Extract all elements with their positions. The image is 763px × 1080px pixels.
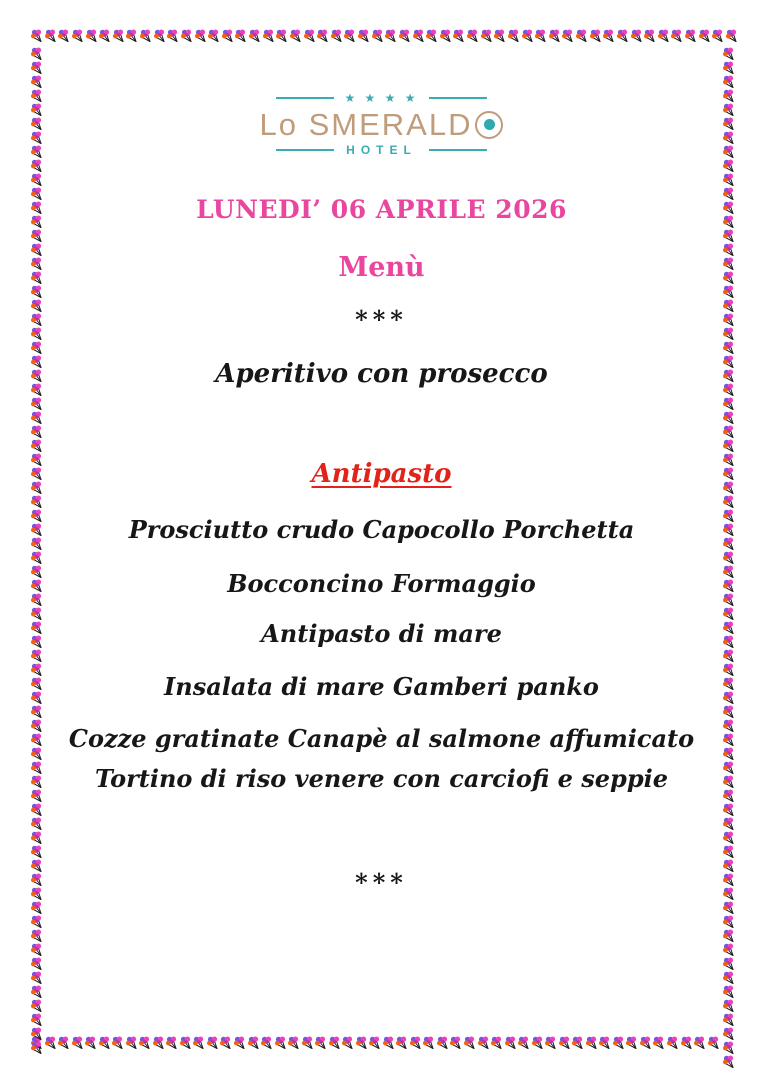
menu-item: Insalata di mare Gamberi panko bbox=[164, 672, 599, 701]
logo-rule-left bbox=[276, 97, 334, 99]
balloons-icon bbox=[343, 29, 356, 43]
balloons-icon bbox=[722, 1041, 735, 1055]
balloons-icon bbox=[722, 75, 735, 89]
balloons-icon bbox=[463, 1036, 476, 1050]
balloons-icon bbox=[30, 1013, 43, 1027]
balloons-icon bbox=[630, 29, 643, 43]
hotel-word: HOTEL bbox=[346, 142, 417, 157]
balloons-icon bbox=[439, 29, 452, 43]
balloons-icon bbox=[30, 957, 43, 971]
balloons-icon bbox=[722, 551, 735, 565]
balloons-icon bbox=[722, 803, 735, 817]
balloons-icon bbox=[722, 943, 735, 957]
balloons-icon bbox=[534, 29, 547, 43]
balloons-icon bbox=[125, 29, 138, 43]
balloons-icon bbox=[30, 831, 43, 845]
balloons-icon bbox=[680, 1036, 693, 1050]
balloons-icon bbox=[722, 229, 735, 243]
balloons-icon bbox=[30, 817, 43, 831]
balloons-icon bbox=[30, 495, 43, 509]
balloons-icon bbox=[371, 29, 384, 43]
balloons-icon bbox=[274, 1036, 287, 1050]
balloons-icon bbox=[707, 1036, 720, 1050]
balloons-icon bbox=[314, 1036, 327, 1050]
balloons-icon bbox=[544, 1036, 557, 1050]
menu-item: Cozze gratinate Canapè al salmone affumicato bbox=[68, 724, 695, 753]
balloons-icon bbox=[30, 607, 43, 621]
menu-item: Antipasto di mare bbox=[261, 619, 502, 648]
balloons-icon bbox=[504, 1036, 517, 1050]
menu-item: Bocconcino Formaggio bbox=[227, 569, 536, 598]
balloons-icon bbox=[85, 29, 98, 43]
balloons-icon bbox=[711, 29, 724, 43]
balloons-icon bbox=[722, 985, 735, 999]
balloons-icon bbox=[425, 29, 438, 43]
balloons-icon bbox=[722, 971, 735, 985]
balloons-icon bbox=[507, 29, 520, 43]
menu-item: Tortino di riso venere con carciofi e seppie bbox=[95, 764, 668, 793]
balloons-icon bbox=[30, 397, 43, 411]
balloons-icon bbox=[561, 29, 574, 43]
logo-hotel-row bbox=[0, 144, 763, 156]
balloons-icon bbox=[248, 29, 261, 43]
balloons-icon bbox=[722, 285, 735, 299]
balloons-icon bbox=[192, 1036, 205, 1050]
balloons-icon bbox=[589, 29, 602, 43]
balloons-icon bbox=[722, 173, 735, 187]
balloons-icon bbox=[698, 29, 711, 43]
balloons-icon bbox=[30, 159, 43, 173]
balloons-icon bbox=[722, 705, 735, 719]
balloons-icon bbox=[206, 1036, 219, 1050]
balloons-icon bbox=[722, 831, 735, 845]
balloons-icon bbox=[412, 29, 425, 43]
balloons-icon bbox=[125, 1036, 138, 1050]
balloons-icon bbox=[722, 61, 735, 75]
balloons-icon bbox=[287, 1036, 300, 1050]
logo-rule-right-2 bbox=[429, 149, 487, 151]
balloons-icon bbox=[71, 1036, 84, 1050]
separator-bottom: *** bbox=[355, 868, 408, 897]
balloons-icon bbox=[219, 1036, 232, 1050]
logo-o-icon bbox=[475, 111, 503, 139]
balloons-icon bbox=[152, 1036, 165, 1050]
balloons-icon bbox=[30, 61, 43, 75]
balloons-icon bbox=[30, 845, 43, 859]
balloons-icon bbox=[328, 1036, 341, 1050]
balloons-icon bbox=[521, 29, 534, 43]
balloons-icon bbox=[30, 985, 43, 999]
balloons-icon bbox=[449, 1036, 462, 1050]
balloons-icon bbox=[657, 29, 670, 43]
balloons-icon bbox=[722, 915, 735, 929]
balloons-icon bbox=[166, 29, 179, 43]
balloons-icon bbox=[395, 1036, 408, 1050]
logo-stars-row bbox=[0, 92, 763, 104]
balloons-icon bbox=[722, 999, 735, 1013]
separator-top: *** bbox=[355, 305, 408, 334]
balloons-icon bbox=[44, 29, 57, 43]
balloons-icon bbox=[571, 1036, 584, 1050]
balloons-icon bbox=[466, 29, 479, 43]
balloons-icon bbox=[490, 1036, 503, 1050]
balloons-icon bbox=[316, 29, 329, 43]
balloons-icon bbox=[643, 29, 656, 43]
balloons-icon bbox=[30, 1041, 43, 1055]
balloons-icon bbox=[602, 29, 615, 43]
menu-date: LUNEDI’ 06 APRILE 2026 bbox=[196, 195, 567, 224]
balloons-icon bbox=[493, 29, 506, 43]
logo-rule-right bbox=[429, 97, 487, 99]
balloons-icon bbox=[30, 999, 43, 1013]
balloons-icon bbox=[30, 803, 43, 817]
balloons-icon bbox=[30, 229, 43, 243]
logo-rule-left-2 bbox=[276, 149, 334, 151]
balloons-icon bbox=[30, 47, 43, 61]
balloons-icon bbox=[422, 1036, 435, 1050]
balloons-icon bbox=[725, 29, 738, 43]
balloons-icon bbox=[57, 29, 70, 43]
balloons-icon bbox=[30, 705, 43, 719]
balloons-icon bbox=[477, 1036, 490, 1050]
balloons-icon bbox=[301, 1036, 314, 1050]
balloons-icon bbox=[112, 29, 125, 43]
balloons-icon bbox=[382, 1036, 395, 1050]
aperitivo-line: Aperitivo con prosecco bbox=[215, 359, 548, 389]
balloons-icon bbox=[722, 1055, 735, 1069]
balloons-icon bbox=[30, 915, 43, 929]
balloons-icon bbox=[153, 29, 166, 43]
balloons-icon bbox=[666, 1036, 679, 1050]
balloons-icon bbox=[30, 901, 43, 915]
balloons-icon bbox=[30, 649, 43, 663]
balloons-icon bbox=[262, 29, 275, 43]
balloons-icon bbox=[84, 1036, 97, 1050]
balloons-icon bbox=[165, 1036, 178, 1050]
balloons-icon bbox=[612, 1036, 625, 1050]
balloons-icon bbox=[30, 341, 43, 355]
balloons-icon bbox=[111, 1036, 124, 1050]
menu-item: Prosciutto crudo Capocollo Porchetta bbox=[128, 515, 635, 544]
balloons-icon bbox=[179, 1036, 192, 1050]
balloons-icon bbox=[585, 1036, 598, 1050]
balloons-icon bbox=[247, 1036, 260, 1050]
stars-icon: ★ ★ ★ ★ bbox=[344, 91, 419, 105]
balloons-icon bbox=[260, 1036, 273, 1050]
balloons-icon bbox=[30, 29, 43, 43]
balloons-icon bbox=[480, 29, 493, 43]
balloons-icon bbox=[722, 845, 735, 859]
balloons-icon bbox=[722, 439, 735, 453]
balloons-icon bbox=[693, 1036, 706, 1050]
balloons-icon bbox=[616, 29, 629, 43]
balloons-icon bbox=[30, 943, 43, 957]
balloons-icon bbox=[548, 29, 561, 43]
balloons-icon bbox=[670, 29, 683, 43]
balloons-icon bbox=[30, 929, 43, 943]
balloons-icon bbox=[722, 425, 735, 439]
balloons-icon bbox=[57, 1036, 70, 1050]
balloons-icon bbox=[234, 29, 247, 43]
balloons-icon bbox=[598, 1036, 611, 1050]
balloons-icon bbox=[436, 1036, 449, 1050]
balloons-icon bbox=[722, 929, 735, 943]
balloons-icon bbox=[558, 1036, 571, 1050]
balloons-icon bbox=[722, 341, 735, 355]
balloons-icon bbox=[30, 971, 43, 985]
balloons-icon bbox=[330, 29, 343, 43]
balloons-icon bbox=[194, 29, 207, 43]
hotel-name bbox=[0, 107, 763, 143]
balloons-icon bbox=[409, 1036, 422, 1050]
balloons-icon bbox=[575, 29, 588, 43]
balloons-icon bbox=[722, 411, 735, 425]
balloons-icon bbox=[722, 1027, 735, 1041]
balloons-icon bbox=[275, 29, 288, 43]
balloons-icon bbox=[517, 1036, 530, 1050]
balloons-icon bbox=[30, 425, 43, 439]
balloons-icon bbox=[30, 439, 43, 453]
balloons-icon bbox=[722, 817, 735, 831]
balloons-icon bbox=[384, 29, 397, 43]
section-heading-antipasto: Antipasto bbox=[311, 459, 452, 489]
balloons-icon bbox=[652, 1036, 665, 1050]
balloons-icon bbox=[722, 649, 735, 663]
balloons-icon bbox=[722, 495, 735, 509]
balloons-icon bbox=[30, 551, 43, 565]
border-bottom bbox=[30, 1036, 720, 1051]
balloons-icon bbox=[722, 1013, 735, 1027]
balloons-icon bbox=[30, 411, 43, 425]
balloons-icon bbox=[30, 285, 43, 299]
balloons-icon bbox=[221, 29, 234, 43]
balloons-icon bbox=[684, 29, 697, 43]
balloons-icon bbox=[98, 1036, 111, 1050]
balloons-icon bbox=[625, 1036, 638, 1050]
balloons-icon bbox=[44, 1036, 57, 1050]
balloons-icon bbox=[30, 173, 43, 187]
hotel-name-text: Lo SMERALD bbox=[259, 107, 473, 142]
balloons-icon bbox=[722, 397, 735, 411]
balloons-icon bbox=[98, 29, 111, 43]
balloons-icon bbox=[139, 29, 152, 43]
balloons-icon bbox=[722, 901, 735, 915]
balloons-icon bbox=[341, 1036, 354, 1050]
balloons-icon bbox=[180, 29, 193, 43]
balloons-icon bbox=[398, 29, 411, 43]
border-top bbox=[30, 29, 738, 44]
balloons-icon bbox=[722, 159, 735, 173]
balloons-icon bbox=[355, 1036, 368, 1050]
balloons-icon bbox=[722, 47, 735, 61]
hotel-logo bbox=[0, 92, 763, 156]
menu-title: Menù bbox=[338, 252, 425, 283]
balloons-icon bbox=[452, 29, 465, 43]
balloons-icon bbox=[30, 1027, 43, 1041]
balloons-icon bbox=[303, 29, 316, 43]
balloons-icon bbox=[233, 1036, 246, 1050]
balloons-icon bbox=[30, 75, 43, 89]
balloons-icon bbox=[722, 607, 735, 621]
balloons-icon bbox=[207, 29, 220, 43]
balloons-icon bbox=[531, 1036, 544, 1050]
balloons-icon bbox=[639, 1036, 652, 1050]
balloons-icon bbox=[722, 957, 735, 971]
balloons-icon bbox=[289, 29, 302, 43]
balloons-icon bbox=[71, 29, 84, 43]
balloons-icon bbox=[357, 29, 370, 43]
balloons-icon bbox=[138, 1036, 151, 1050]
balloons-icon bbox=[368, 1036, 381, 1050]
